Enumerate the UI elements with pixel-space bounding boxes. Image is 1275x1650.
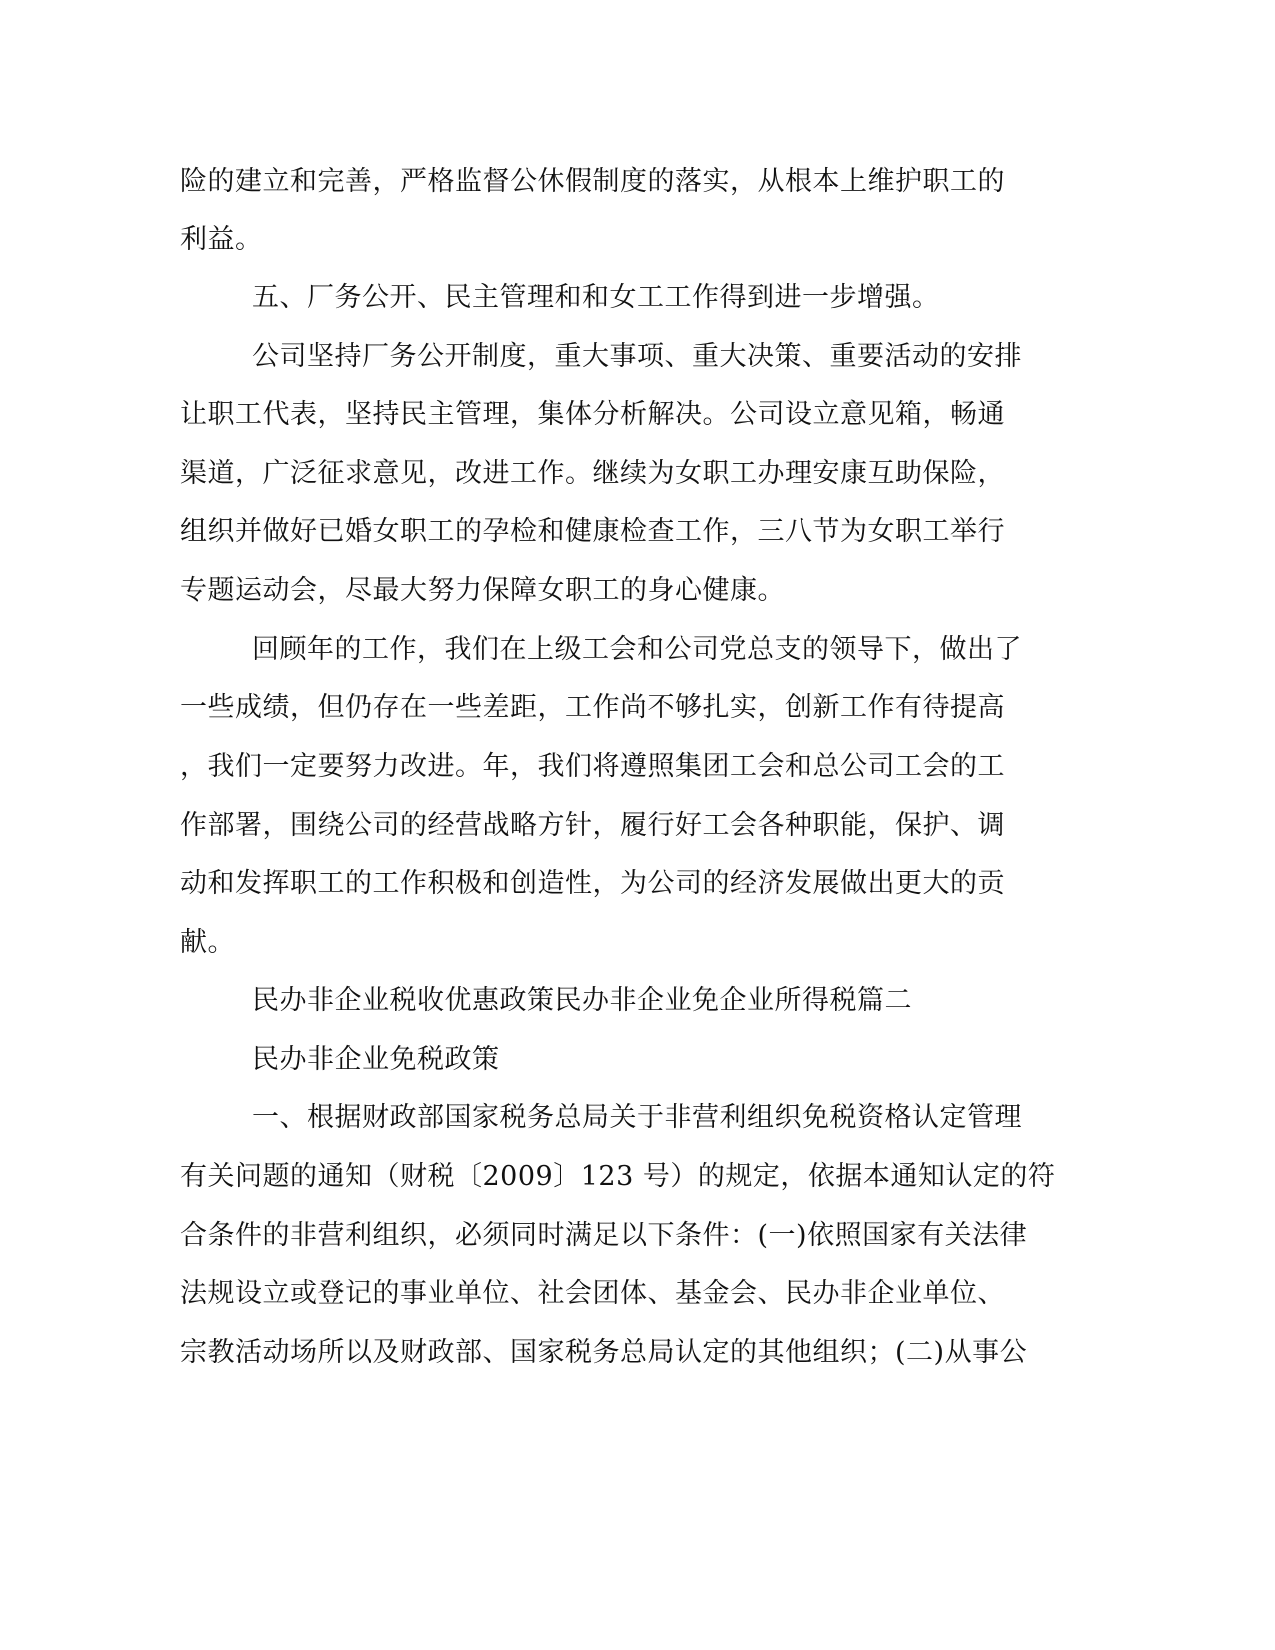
text-line-11: ，我们一定要努力改进。年，我们将遵照集团工会和总公司工会的工 [180, 751, 1005, 782]
text-line-5: 让职工代表，坚持民主管理，集体分析解决。公司设立意见箱，畅通 [180, 399, 1005, 430]
text-line-7: 组织并做好已婚女职工的孕检和健康检查工作，三八节为女职工举行 [180, 516, 1005, 547]
text-line-8: 专题运动会，尽最大努力保障女职工的身心健康。 [180, 575, 785, 606]
text-line-20: 法规设立或登记的事业单位、社会团体、基金会、民办非企业单位、 [180, 1278, 1005, 1309]
section-heading-5: 五、厂务公开、民主管理和和女工工作得到进一步增强。 [252, 282, 940, 313]
text-line-9: 回顾年的工作，我们在上级工会和公司党总支的领导下，做出了 [252, 634, 1022, 665]
text-line-4: 公司坚持厂务公开制度，重大事项、重大决策、重要活动的安排 [252, 341, 1022, 372]
article-title: 民办非企业税收优惠政策民办非企业免企业所得税篇二 [252, 985, 912, 1016]
text-line-19: 合条件的非营利组织，必须同时满足以下条件：(一)依照国家有关法律 [180, 1220, 1028, 1251]
text-line-14: 献。 [180, 927, 235, 958]
text-line-21: 宗教活动场所以及财政部、国家税务总局认定的其他组织；(二)从事公 [180, 1337, 1028, 1368]
text-line-2: 利益。 [180, 224, 263, 255]
text-line-12: 作部署，围绕公司的经营战略方针，履行好工会各种职能，保护、调 [180, 810, 1005, 841]
article-subtitle: 民办非企业免税政策 [252, 1044, 500, 1075]
text-line-10: 一些成绩，但仍存在一些差距，工作尚不够扎实，创新工作有待提高 [180, 692, 1005, 723]
text-line-6: 渠道，广泛征求意见，改进工作。继续为女职工办理安康互助保险， [180, 458, 1005, 489]
text-line-13: 动和发挥职工的工作积极和创造性，为公司的经济发展做出更大的贡 [180, 868, 1005, 899]
text-line-18: 有关问题的通知（财税〔2009〕123 号）的规定，依据本通知认定的符 [180, 1161, 1056, 1192]
text-line-17: 一、根据财政部国家税务总局关于非营利组织免税资格认定管理 [252, 1102, 1022, 1133]
text-line-1: 险的建立和完善，严格监督公休假制度的落实，从根本上维护职工的 [180, 166, 1005, 197]
